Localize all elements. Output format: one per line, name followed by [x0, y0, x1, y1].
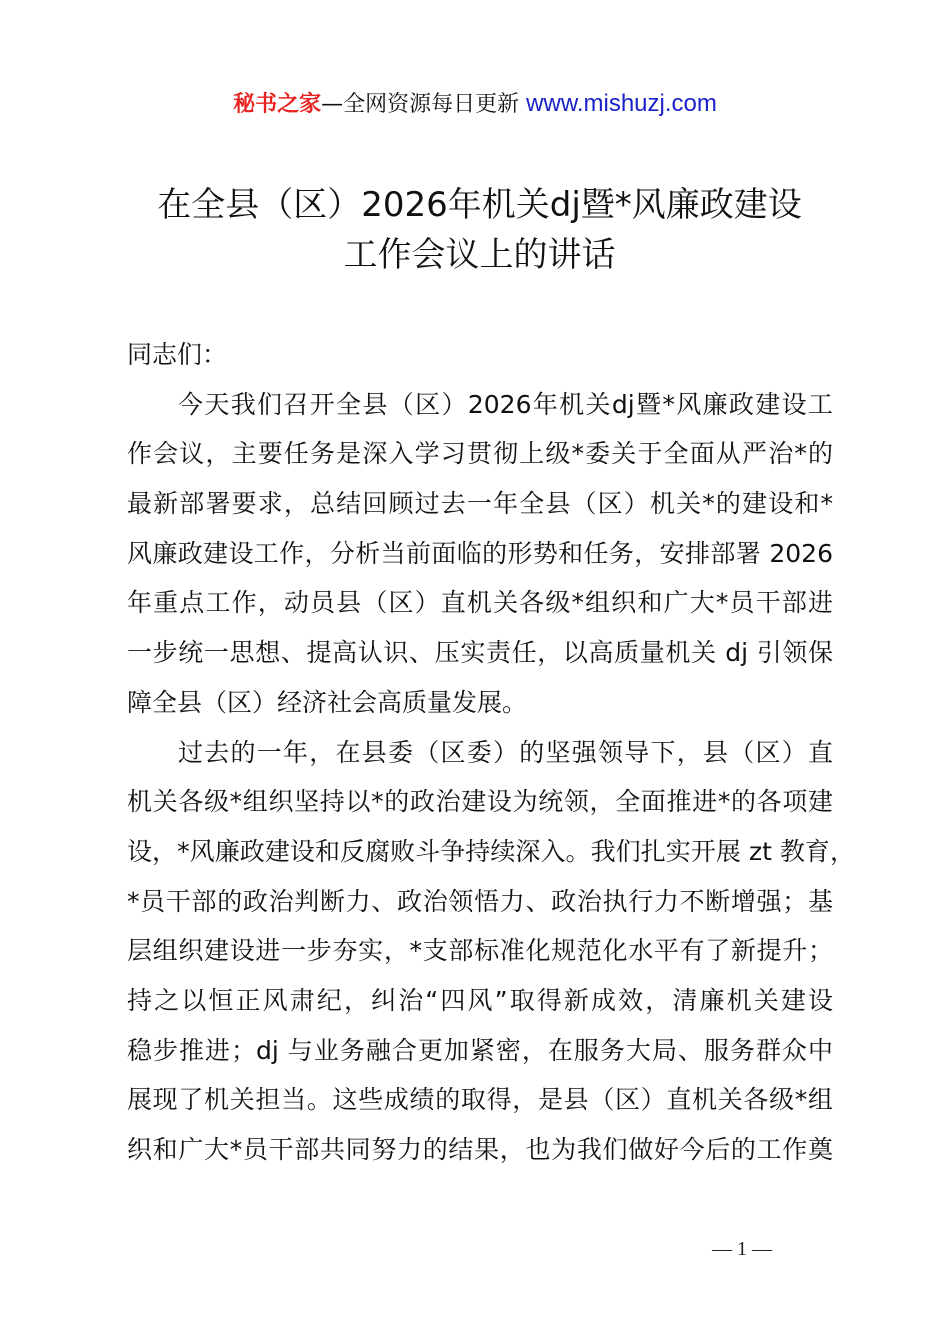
title-line: 工作会议上的讲话 — [343, 235, 616, 275]
text-line: 设，*风廉政建设和反腐败斗争持续深入。我们扎实开展 zt 教育， — [127, 836, 855, 866]
text-line: *员干部的政治判断力、政治领悟力、政治执行力不断增强；基 — [127, 886, 833, 916]
text-line: 最新部署要求，总结回顾过去一年全县（区）机关*的建设和* — [127, 489, 833, 519]
text-line: 机关各级*组织坚持以*的政治建设为统领，全面推进*的各项建 — [127, 787, 833, 817]
text-line: 过去的一年，在县委（区委）的坚强领导下，县（区）直 — [178, 737, 833, 767]
text-line: 一步统一思想、提高认识、压实责任，以高质量机关 dj 引领保 — [127, 638, 833, 668]
text-line: 风廉政建设工作，分析当前面临的形势和任务，安排部署 2026 — [127, 538, 833, 568]
text-line: 层组织建设进一步夯实，*支部标准化规范化水平有了新提升； — [127, 936, 833, 966]
paragraph — [127, 728, 855, 1175]
document-body — [127, 330, 855, 1175]
header-tagline: —全网资源每日更新 — [321, 92, 520, 117]
site-header — [0, 88, 950, 121]
text-line: 织和广大*员干部共同努力的结果，也为我们做好今后的工作奠 — [127, 1135, 833, 1164]
text-line: 作会议，主要任务是深入学习贯彻上级*委关于全面从严治*的 — [127, 439, 833, 469]
brand-name: 秘书之家 — [233, 92, 322, 117]
text-line: 年重点工作，动员县（区）直机关各级*组织和广大*员干部进 — [127, 588, 833, 618]
title-line: 在全县（区）2026年机关dj暨*风廉政建设 — [157, 185, 802, 225]
text-line: 展现了机关担当。这些成绩的取得，是县（区）直机关各级*组 — [127, 1085, 833, 1115]
text-line: 稳步推进；dj 与业务融合更加紧密，在服务大局、服务群众中 — [127, 1035, 833, 1065]
document-title — [127, 180, 832, 280]
site-url-link[interactable]: www.mishuzj.com — [526, 90, 717, 117]
text-line: 持之以恒正风肃纪，纠治“四风”取得新成效，清廉机关建设 — [127, 985, 833, 1015]
greeting: 同志们： — [127, 340, 228, 369]
page-number: — 1 — — [712, 1238, 772, 1260]
text-line: 障全县（区）经济社会高质量发展。 — [127, 687, 528, 717]
paragraph — [127, 380, 833, 728]
text-line: 今天我们召开全县（区）2026年机关dj暨*风廉政建设工 — [178, 389, 833, 419]
